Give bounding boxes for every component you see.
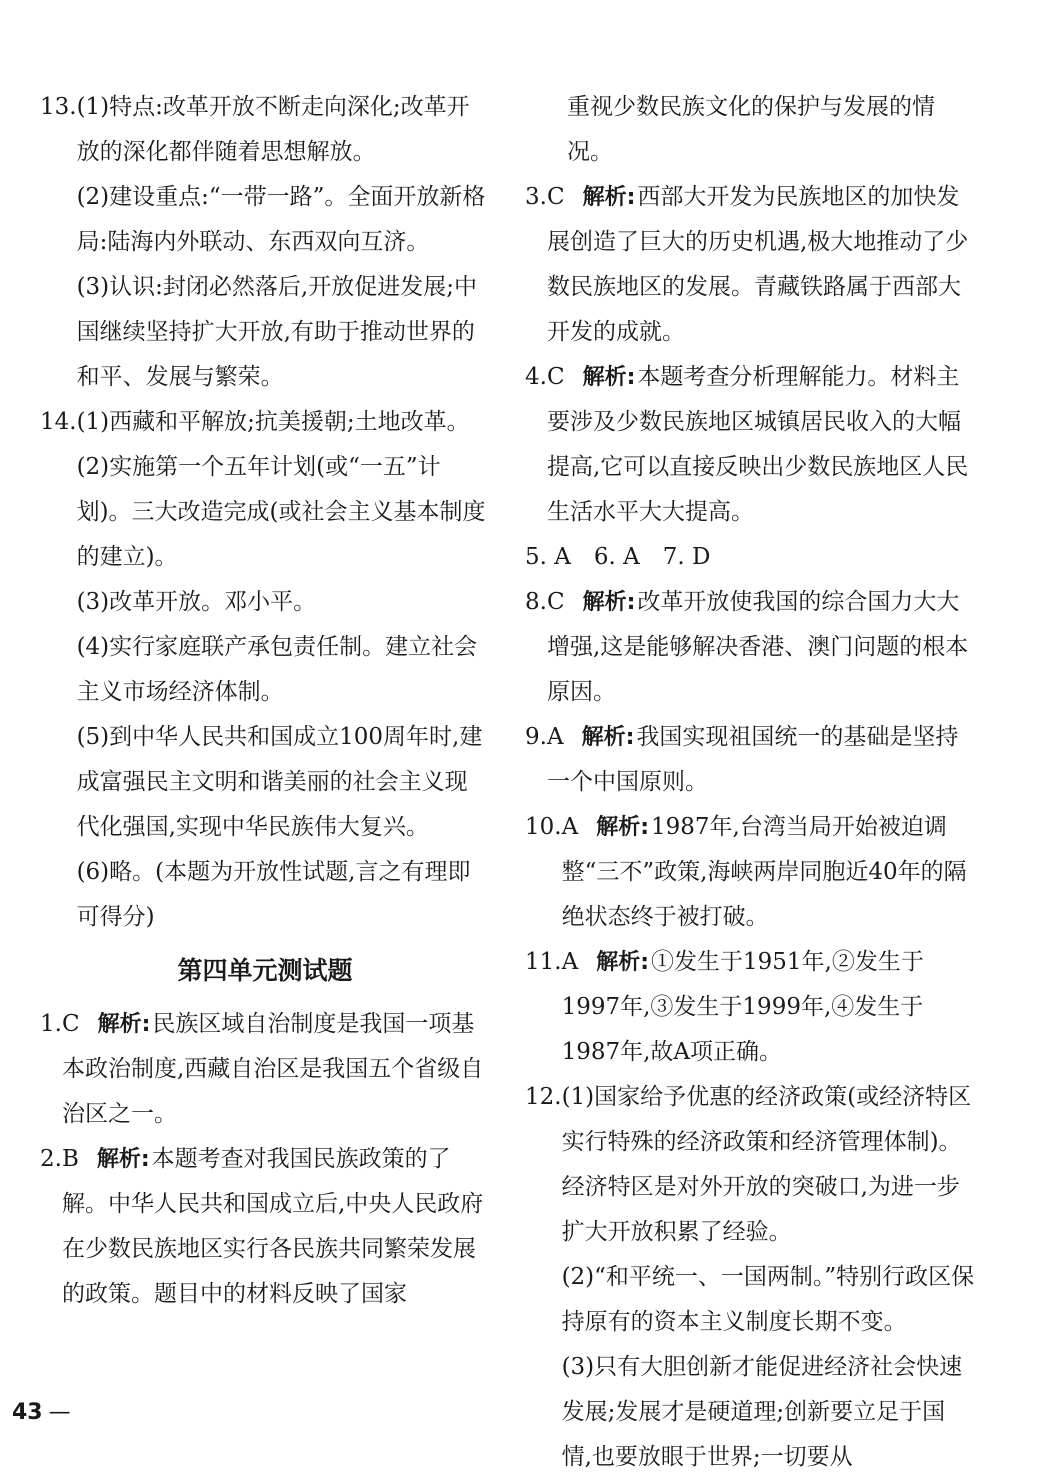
question-13 [40,85,490,400]
analysis-label: 解析: [596,815,650,840]
question-2-continued: 重视少数民族文化的保护与发展的情况。 [567,94,935,165]
page-number-dash: — [48,1400,71,1425]
question-number: 3. [525,184,547,210]
question-number: 14. [40,409,77,435]
answer-letter: A [561,949,579,975]
answer-part: (2)“和平统一、一国两制。”特别行政区保持原有的资本主义制度长期不变。 [561,1264,975,1335]
analysis-text: 西部大开发为民族地区的加快发展创造了巨大的历史机遇,极大地推动了少数民族地区的发展。青藏铁路属于西部大开发的成就。 [546,184,969,345]
answer-letter: A [546,724,564,750]
question-2 [40,1137,490,1317]
answer-part: (6)略。(本题为开放性试题,言之有理即可得分) [76,859,471,930]
question-number: 10. [525,814,562,840]
page-number-value: 43 [12,1400,43,1425]
analysis-text: 我国实现祖国统一的基础是坚持一个中国原则。 [546,724,959,795]
analysis-label: 解析: [596,950,650,975]
right-column [525,85,975,1480]
answer-letter: C [61,1011,80,1037]
question-number: 12. [525,1084,562,1110]
question-12 [525,1075,975,1480]
question-number: 2. [40,1146,62,1172]
answer-part: (1)西藏和平解放;抗美援朝;土地改革。 [76,409,470,435]
analysis-label: 解析: [96,1147,150,1172]
question-4 [525,355,975,535]
answer-part: (2)实施第一个五年计划(或“一五”计划)。三大改造完成(或社会主义基本制度的建立)。 [76,454,486,570]
page-number [12,1400,71,1425]
question-3 [525,175,975,355]
question-number: 4. [525,364,547,390]
analysis-text: 本题考查分析理解能力。材料主要涉及少数民族地区城镇居民收入的大幅提高,它可以直接反映出少数民族地区人民生活水平大大提高。 [546,364,969,525]
question-14 [40,400,490,940]
question-number: 1. [40,1011,62,1037]
question-number: 9. [525,724,547,750]
answer-part: (3)改革开放。邓小平。 [76,589,317,615]
analysis-label: 解析: [581,725,635,750]
question-1 [40,1002,490,1137]
question-11 [525,940,975,1075]
analysis-label: 解析: [582,365,636,390]
question-number: 11. [525,949,562,975]
answer-letter: B [61,1146,79,1172]
answer-letter: C [546,184,565,210]
answer-part: (3)认识:封闭必然落后,开放促进发展;中国继续坚持扩大开放,有助于推动世界的和平、发展与繁荣。 [76,274,477,390]
analysis-label: 解析: [582,590,636,615]
answer-part: (4)实行家庭联产承包责任制。建立社会主义市场经济体制。 [76,634,478,705]
question-9 [525,715,975,805]
question-number: 8. [525,589,547,615]
left-column [40,85,490,1317]
analysis-text: 1987年,台湾当局开始被迫调整“三不”政策,海峡两岸同胞近40年的隔绝状态终于被打破。 [561,814,967,930]
answer-part: (1)特点:改革开放不断走向深化;改革开放的深化都伴随着思想解放。 [76,94,470,165]
analysis-text: 民族区域自治制度是我国一项基本政治制度,西藏自治区是我国五个省级自治区之一。 [61,1011,484,1127]
analysis-text: 本题考查对我国民族政策的了解。中华人民共和国成立后,中央人民政府在少数民族地区实行各民族共同繁荣发展的政策。题目中的材料反映了国家 [61,1146,484,1307]
question-8 [525,580,975,715]
section-title: 第四单元测试题 [177,956,353,985]
short-answers: 5. A 6. A 7. D [525,544,711,570]
answer-part: (3)只有大胆创新才能促进经济社会快速发展;发展才是硬道理;创新要立足于国情,也要放眼于世界;一切要从 [561,1354,963,1470]
question-number: 13. [40,94,77,120]
analysis-text: ①发生于1951年,②发生于1997年,③发生于1999年,④发生于1987年,故A项正确。 [561,949,924,1065]
answer-part: (5)到中华人民共和国成立100周年时,建成富强民主文明和谐美丽的社会主义现代化强国,实现中华民族伟大复兴。 [76,724,483,840]
questions-5-7 [525,535,975,580]
answer-part: (1)国家给予优惠的经济政策(或经济特区实行特殊的经济政策和经济管理体制)。经济特区是对外开放的突破口,为进一步扩大开放积累了经验。 [561,1084,972,1245]
answer-letter: A [561,814,579,840]
analysis-text: 改革开放使我国的综合国力大大增强,这是能够解决香港、澳门问题的根本原因。 [546,589,969,705]
answer-letter: C [546,364,565,390]
answer-part: (2)建设重点:“一带一路”。全面开放新格局:陆海内外联动、东西双向互济。 [76,184,486,255]
question-10 [525,805,975,940]
analysis-label: 解析: [582,185,636,210]
analysis-label: 解析: [97,1012,151,1037]
answer-letter: C [546,589,565,615]
